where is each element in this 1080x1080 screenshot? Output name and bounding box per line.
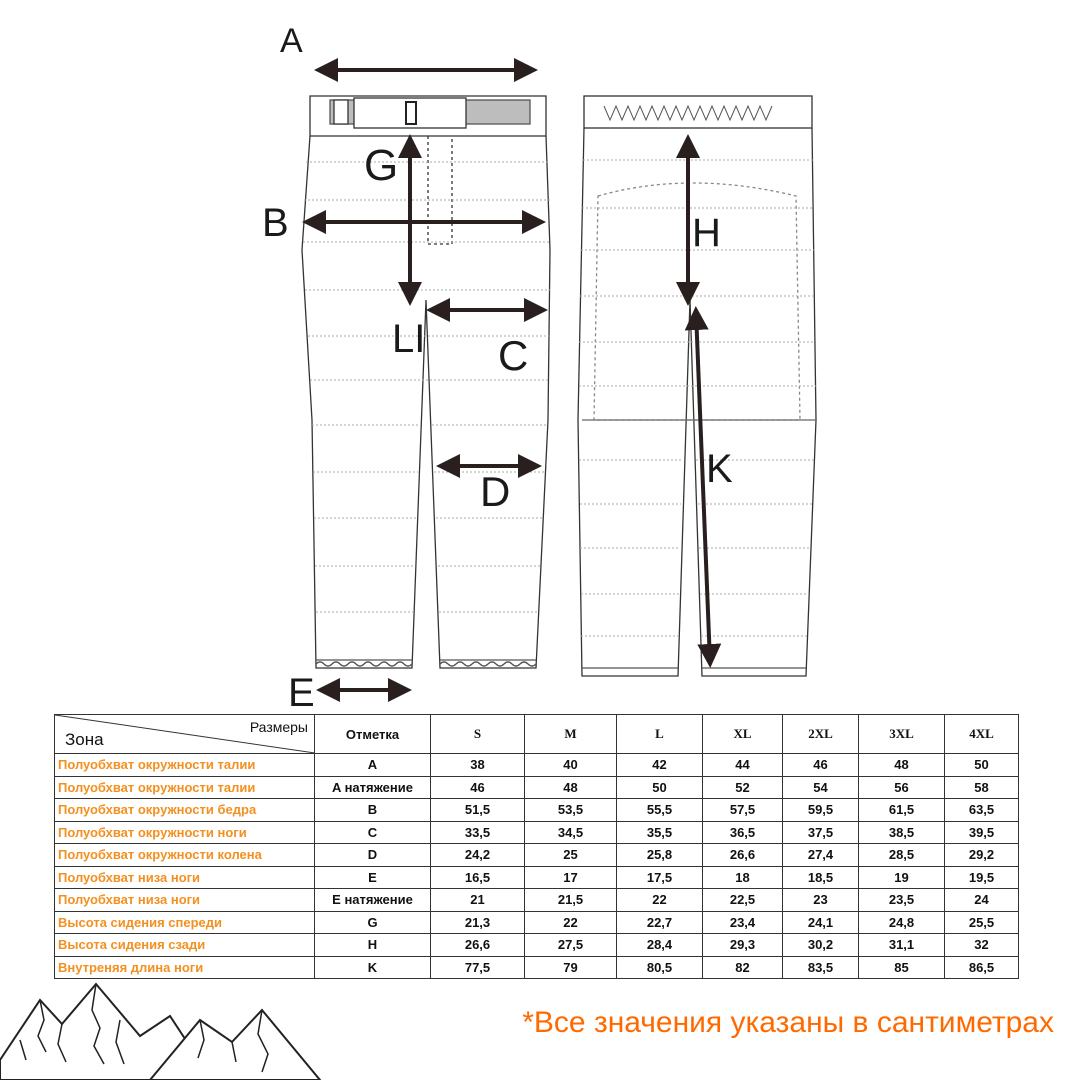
value-cell: 33,5 xyxy=(431,821,525,844)
value-cell: 21,5 xyxy=(525,889,617,912)
value-cell: 53,5 xyxy=(525,799,617,822)
zone-cell: Полуобхват низа ноги xyxy=(55,866,315,889)
mark-cell: B xyxy=(315,799,431,822)
value-cell: 48 xyxy=(525,776,617,799)
value-cell: 63,5 xyxy=(945,799,1019,822)
value-cell: 80,5 xyxy=(617,956,703,979)
value-cell: 23,4 xyxy=(703,911,783,934)
mark-cell: E xyxy=(315,866,431,889)
zone-cell: Высота сидения сзади xyxy=(55,934,315,957)
value-cell: 18,5 xyxy=(783,866,859,889)
corner-zone-label: Зона xyxy=(65,730,104,749)
value-cell: 25,5 xyxy=(945,911,1019,934)
table-row xyxy=(55,799,1019,822)
footnote: *Все значения указаны в сантиметрах xyxy=(522,1006,1054,1039)
mark-cell: G xyxy=(315,911,431,934)
value-cell: 57,5 xyxy=(703,799,783,822)
value-cell: 58 xyxy=(945,776,1019,799)
size-header: 3XL xyxy=(859,715,945,754)
value-cell: 40 xyxy=(525,754,617,777)
mark-cell: D xyxy=(315,844,431,867)
value-cell: 24,1 xyxy=(783,911,859,934)
value-cell: 29,3 xyxy=(703,934,783,957)
value-cell: 39,5 xyxy=(945,821,1019,844)
value-cell: 46 xyxy=(431,776,525,799)
label-B: B xyxy=(262,201,289,245)
zone-cell: Полуобхват окружности ноги xyxy=(55,821,315,844)
value-cell: 55,5 xyxy=(617,799,703,822)
zone-cell: Полуобхват окружности талии xyxy=(55,776,315,799)
label-E: E xyxy=(288,671,315,710)
table-row xyxy=(55,911,1019,934)
value-cell: 44 xyxy=(703,754,783,777)
zone-cell: Полуобхват окружности колена xyxy=(55,844,315,867)
value-cell: 31,1 xyxy=(859,934,945,957)
value-cell: 25,8 xyxy=(617,844,703,867)
table-row xyxy=(55,754,1019,777)
zone-cell: Высота сидения спереди xyxy=(55,911,315,934)
value-cell: 23 xyxy=(783,889,859,912)
zone-cell: Полуобхват низа ноги xyxy=(55,889,315,912)
table-row xyxy=(55,866,1019,889)
label-H: H xyxy=(692,211,721,255)
zone-cell: Полуобхват окружности бедра xyxy=(55,799,315,822)
value-cell: 38 xyxy=(431,754,525,777)
size-header: M xyxy=(525,715,617,754)
table-row xyxy=(55,821,1019,844)
value-cell: 34,5 xyxy=(525,821,617,844)
value-cell: 19,5 xyxy=(945,866,1019,889)
value-cell: 22,5 xyxy=(703,889,783,912)
mark-cell: E натяжение xyxy=(315,889,431,912)
value-cell: 28,4 xyxy=(617,934,703,957)
table-row xyxy=(55,956,1019,979)
value-cell: 50 xyxy=(945,754,1019,777)
value-cell: 86,5 xyxy=(945,956,1019,979)
value-cell: 22 xyxy=(525,911,617,934)
value-cell: 24 xyxy=(945,889,1019,912)
table-row xyxy=(55,934,1019,957)
mountains-illustration xyxy=(0,980,330,1080)
mark-cell: K xyxy=(315,956,431,979)
value-cell: 56 xyxy=(859,776,945,799)
size-header: S xyxy=(431,715,525,754)
label-LI: LI xyxy=(392,317,426,361)
value-cell: 19 xyxy=(859,866,945,889)
value-cell: 26,6 xyxy=(431,934,525,957)
size-header: 4XL xyxy=(945,715,1019,754)
value-cell: 23,5 xyxy=(859,889,945,912)
mark-column-header: Отметка xyxy=(315,715,431,754)
mark-cell: C xyxy=(315,821,431,844)
value-cell: 35,5 xyxy=(617,821,703,844)
value-cell: 42 xyxy=(617,754,703,777)
value-cell: 59,5 xyxy=(783,799,859,822)
front-view xyxy=(302,96,550,668)
size-table xyxy=(54,714,1019,979)
size-header: 2XL xyxy=(783,715,859,754)
mark-cell: H xyxy=(315,934,431,957)
value-cell: 38,5 xyxy=(859,821,945,844)
value-cell: 50 xyxy=(617,776,703,799)
mark-cell: A xyxy=(315,754,431,777)
zone-cell: Внутреняя длина ноги xyxy=(55,956,315,979)
table-body xyxy=(55,754,1019,979)
label-C: C xyxy=(498,332,529,379)
value-cell: 46 xyxy=(783,754,859,777)
size-header: L xyxy=(617,715,703,754)
value-cell: 61,5 xyxy=(859,799,945,822)
value-cell: 32 xyxy=(945,934,1019,957)
value-cell: 51,5 xyxy=(431,799,525,822)
label-A: A xyxy=(280,22,303,60)
value-cell: 26,6 xyxy=(703,844,783,867)
table-corner-header xyxy=(55,715,315,754)
value-cell: 85 xyxy=(859,956,945,979)
corner-sizes-label: Размеры xyxy=(249,719,308,735)
value-cell: 24,2 xyxy=(431,844,525,867)
value-cell: 27,5 xyxy=(525,934,617,957)
value-cell: 25 xyxy=(525,844,617,867)
zone-cell: Полуобхват окружности талии xyxy=(55,754,315,777)
value-cell: 22,7 xyxy=(617,911,703,934)
value-cell: 17 xyxy=(525,866,617,889)
value-cell: 17,5 xyxy=(617,866,703,889)
value-cell: 18 xyxy=(703,866,783,889)
value-cell: 16,5 xyxy=(431,866,525,889)
value-cell: 24,8 xyxy=(859,911,945,934)
value-cell: 48 xyxy=(859,754,945,777)
value-cell: 27,4 xyxy=(783,844,859,867)
value-cell: 36,5 xyxy=(703,821,783,844)
value-cell: 22 xyxy=(617,889,703,912)
mark-cell: A натяжение xyxy=(315,776,431,799)
table-row xyxy=(55,776,1019,799)
value-cell: 54 xyxy=(783,776,859,799)
value-cell: 28,5 xyxy=(859,844,945,867)
value-cell: 21 xyxy=(431,889,525,912)
label-D: D xyxy=(480,468,511,515)
size-header: XL xyxy=(703,715,783,754)
value-cell: 29,2 xyxy=(945,844,1019,867)
value-cell: 77,5 xyxy=(431,956,525,979)
label-G: G xyxy=(364,141,399,190)
table-row xyxy=(55,844,1019,867)
value-cell: 52 xyxy=(703,776,783,799)
label-K: K xyxy=(706,447,733,491)
value-cell: 83,5 xyxy=(783,956,859,979)
value-cell: 21,3 xyxy=(431,911,525,934)
value-cell: 30,2 xyxy=(783,934,859,957)
value-cell: 37,5 xyxy=(783,821,859,844)
value-cell: 82 xyxy=(703,956,783,979)
table-row xyxy=(55,889,1019,912)
value-cell: 79 xyxy=(525,956,617,979)
